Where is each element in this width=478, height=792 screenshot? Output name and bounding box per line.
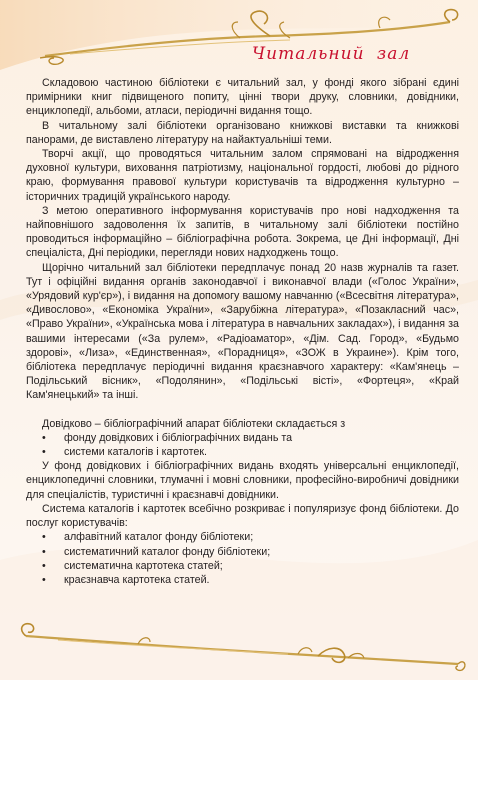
- gold-flourish-bottom: [18, 612, 468, 674]
- list-item-text: систематична картотека статей;: [64, 559, 223, 572]
- list-item: [42, 559, 459, 573]
- paragraph: Щорічно читальний зал бібліотеки передплачує понад 20 назв журналів та газет. Тут і офіційні видання органів законодавчої і виконавчої влади («Голос України», «Урядовий кур'єр»), і видання на допомогу вашому навчанню («Всесвітня література», «Дивослово», «Економіка України», «Зарубіжна література», «Позакласний час», «Право України», «Українська мова і література в навчальних закладах»), і видання за вашими інтересами («За рулем», «Радіоаматор», «Дім. Сад. Город», «Будьмо здорові», «Лиза», «Единственная», «Порадниця», «ЗОЖ в Украине»). Крім того, бібліотека передплачує періодичні видання краєзнавчого характеру: «Кам'янець – Подільський вісник», «Подолянин», «Подільські вісті», «Фортеця», «Край Кам'янецький» та інші.: [26, 261, 459, 402]
- page-bottom-margin: [0, 680, 478, 792]
- list-item-text: систематичний каталог фонду бібліотеки;: [64, 545, 271, 558]
- list-item-text: краєзнавча картотека статей.: [64, 573, 210, 586]
- paragraph: Творчі акції, що проводяться читальним залом спрямовані на відродження духовної культури, виховання патріотизму, національної гордості, любові до рідного краю, формування правової культури користувачів та відродження культурно – історичних традицій українського народу.: [26, 148, 459, 203]
- reference-list: [26, 431, 459, 459]
- main-content: [26, 76, 459, 587]
- bullet-icon: •: [42, 446, 46, 459]
- bullet-icon: •: [42, 545, 46, 558]
- list-item: [42, 530, 459, 544]
- paragraph: Складовою частиною бібліотеки є читальний зал, у фонді якого зібрані єдині примірники книг підвищеного попиту, цінні твори друку, словники, довідники, енциклопедії, альбоми, атласи, періодичні видання тощо.: [26, 77, 459, 118]
- list-item: [42, 573, 459, 587]
- list-item: [42, 445, 459, 459]
- list-item-text: системи каталогів і картотек.: [64, 446, 207, 459]
- bullet-icon: •: [42, 431, 46, 444]
- spacer: [26, 403, 459, 417]
- reference-paragraph: У фонд довідкових і бібліографічних видань входять універсальні енциклопедії, енциклопедичні словники, тлумачні і мовні словники, професійно-виробничі довідники для спеціалістів, туристичні і краєзнавчі довідники.: [26, 460, 459, 501]
- reference-intro: Довідково – бібліографічний апарат бібліотеки складається з: [42, 417, 346, 430]
- list-item: [42, 545, 459, 559]
- bullet-icon: •: [42, 573, 46, 586]
- list-item: [42, 431, 459, 445]
- catalog-list: [26, 530, 459, 587]
- bullet-icon: •: [42, 531, 46, 544]
- paragraph: З метою оперативного інформування користувачів про нові надходження та найповнішого задоволення їх запитів, в читальному залі бібліотеки постійно проводиться інформаційно – бібліографічна робота. Зокрема, це Дні інформації, Дні спеціаліста, Дні періодики, перегляди нових надходжень тощо.: [26, 204, 459, 260]
- list-item-text: алфавітний каталог фонду бібліотеки;: [64, 531, 254, 544]
- paragraph: В читальному залі бібліотеки організовано книжкові виставки та книжкові панорами, де виставлено літературу на найактуальніші теми.: [26, 119, 459, 146]
- page-title: Читальний зал: [252, 44, 411, 64]
- list-item-text: фонду довідкових і бібліографічних видань та: [64, 431, 293, 444]
- bullet-icon: •: [42, 559, 46, 572]
- catalog-intro: Система каталогів і картотек всебічно розкриває і популяризує фонд бібліотеки. До послуг користувачів:: [26, 502, 459, 530]
